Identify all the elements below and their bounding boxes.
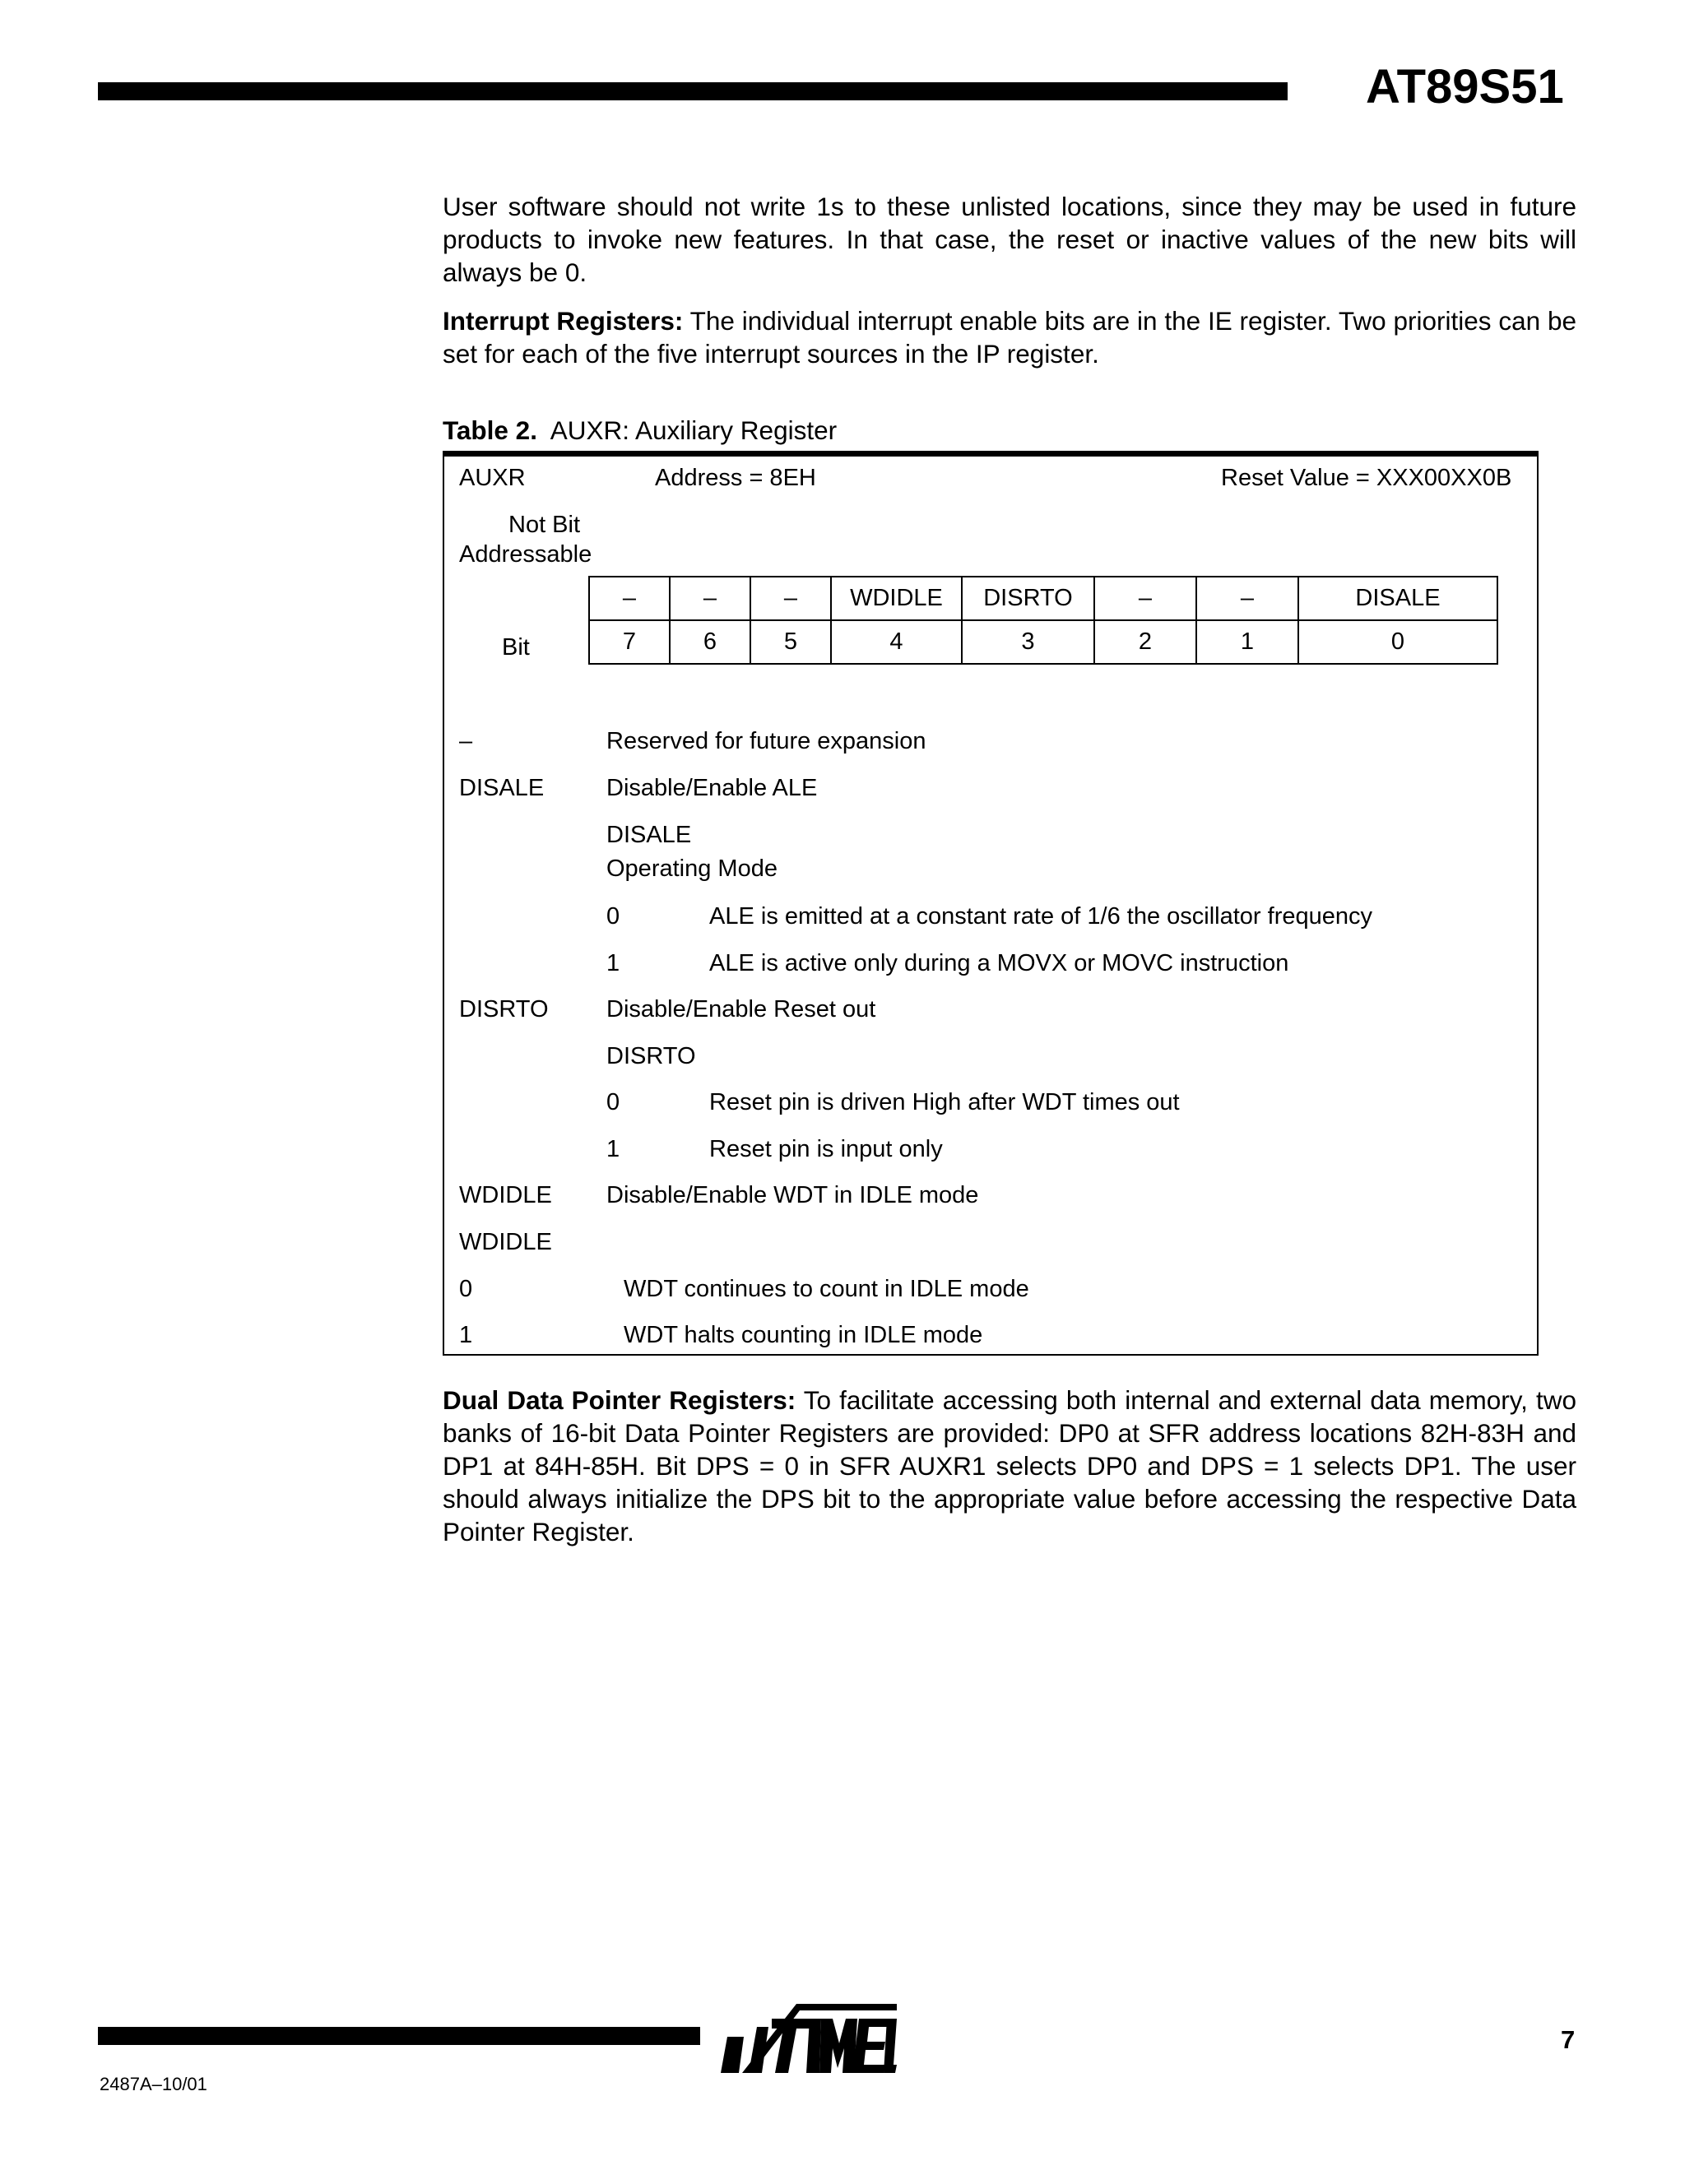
table-caption	[443, 414, 837, 447]
wdidle-1-value: 1	[459, 1322, 473, 1348]
interrupt-label: Interrupt Registers:	[443, 306, 684, 336]
page-number: 7	[1561, 2025, 1576, 2054]
wdidle-0-value: 0	[459, 1276, 473, 1302]
wdidle-description: Disable/Enable WDT in IDLE mode	[606, 1182, 979, 1208]
bit-row-label: Bit	[502, 634, 530, 661]
bit-0-number: 0	[1298, 620, 1497, 664]
reserved-symbol: –	[459, 728, 473, 754]
not-bit-addressable-line2: Addressable	[459, 541, 592, 568]
bit-4-name: WDIDLE	[831, 577, 962, 620]
bit-layout-table	[588, 576, 1498, 665]
bit-5-number: 5	[750, 620, 831, 664]
disrto-field-name: DISRTO	[459, 996, 549, 1022]
dual-data-pointer-paragraph	[443, 1384, 1576, 1548]
bit-0-name: DISALE	[1298, 577, 1497, 620]
disale-description: Disable/Enable ALE	[606, 775, 818, 801]
register-name: AUXR	[459, 465, 526, 491]
disrto-1-description: Reset pin is input only	[709, 1136, 943, 1162]
bit-numbers-row	[589, 620, 1497, 664]
bit-4-number: 4	[831, 620, 962, 664]
register-reset-value: Reset Value = XXX00XX0B	[1221, 465, 1512, 491]
disale-1-description: ALE is active only during a MOVX or MOVC instruction	[709, 950, 1289, 976]
table-caption-label: Table 2.	[443, 415, 537, 445]
header-rule	[98, 82, 1288, 100]
wdidle-subheader: WDIDLE	[459, 1229, 552, 1255]
page-title: AT89S51	[1366, 60, 1564, 114]
disale-subheader-2: Operating Mode	[606, 856, 778, 882]
bit-3-name: DISRTO	[962, 577, 1094, 620]
disale-subheader-1: DISALE	[606, 822, 692, 848]
atmel-logo	[717, 1994, 897, 2076]
wdidle-field-name: WDIDLE	[459, 1182, 552, 1208]
bit-3-number: 3	[962, 620, 1094, 664]
register-address: Address = 8EH	[655, 465, 816, 491]
disale-0-description: ALE is emitted at a constant rate of 1/6 the oscillator frequency	[709, 903, 1372, 930]
bit-2-number: 2	[1094, 620, 1196, 664]
disale-1-value: 1	[606, 950, 620, 976]
disrto-description: Disable/Enable Reset out	[606, 996, 876, 1022]
bit-2-name: –	[1094, 577, 1196, 620]
table-caption-text: AUXR: Auxiliary Register	[550, 415, 838, 445]
intro-paragraph: User software should not write 1s to these unlisted locations, since they may be used in future products to invoke new features. In that case, the reset or inactive values of the new bits will always be 0.	[443, 192, 1576, 287]
bit-names-row	[589, 577, 1497, 620]
bit-1-name: –	[1196, 577, 1298, 620]
footer-rule	[98, 2027, 700, 2045]
bit-7-number: 7	[589, 620, 670, 664]
wdidle-0-description: WDT continues to count in IDLE mode	[624, 1276, 1029, 1302]
dual-data-pointer-label: Dual Data Pointer Registers:	[443, 1385, 796, 1415]
disrto-1-value: 1	[606, 1136, 620, 1162]
disrto-subheader: DISRTO	[606, 1043, 696, 1069]
bit-6-number: 6	[670, 620, 750, 664]
disrto-0-value: 0	[606, 1089, 620, 1115]
interrupt-paragraph	[443, 304, 1576, 370]
disale-0-value: 0	[606, 903, 620, 930]
disrto-0-description: Reset pin is driven High after WDT times out	[709, 1089, 1180, 1115]
bit-5-name: –	[750, 577, 831, 620]
reserved-description: Reserved for future expansion	[606, 728, 926, 754]
bit-1-number: 1	[1196, 620, 1298, 664]
dual-data-pointer-text: To facilitate accessing both internal and external data memory, two banks of 16-bit Data Pointer Registers are provided: DP0 at SFR address locations 82H-83H and DP1 at 84H-85H. Bit DPS = 0 in SFR AUXR1 selects DP0 and DPS = 1 selects DP1. The user should always initialize the DPS bit to the appropriate value before accessing the respective Data Pointer Register.	[443, 1385, 1576, 1546]
wdidle-1-description: WDT halts counting in IDLE mode	[624, 1322, 983, 1348]
interrupt-text: The individual interrupt enable bits are in the IE register. Two priorities can be set for each of the five interrupt sources in the IP register.	[443, 306, 1576, 369]
bit-6-name: –	[670, 577, 750, 620]
bit-7-name: –	[589, 577, 670, 620]
document-number: 2487A–10/01	[100, 2074, 207, 2094]
not-bit-addressable-line1: Not Bit	[508, 512, 581, 538]
disale-field-name: DISALE	[459, 775, 545, 801]
